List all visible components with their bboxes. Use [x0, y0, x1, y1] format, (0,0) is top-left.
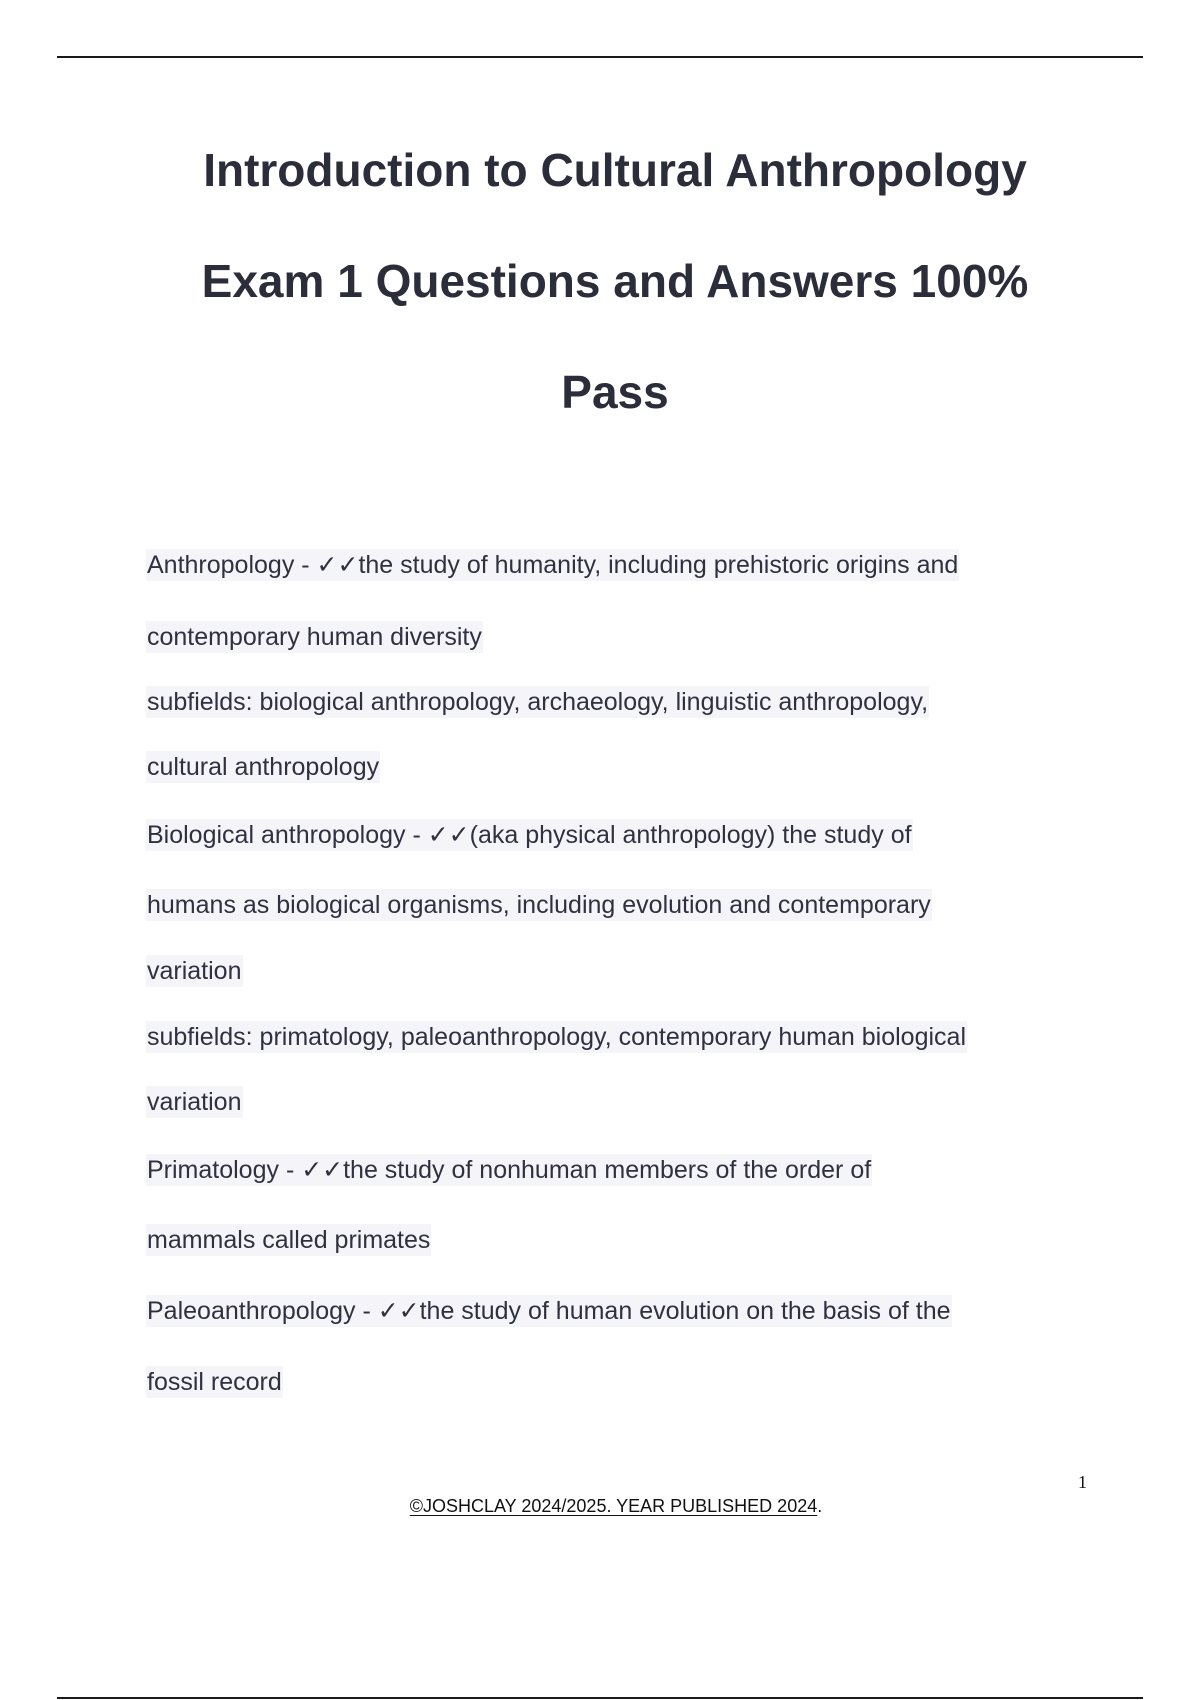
body-line: Biological anthropology - ✓✓(aka physical anthropology) the study of — [147, 821, 912, 849]
body-line: Paleoanthropology - ✓✓the study of human evolution on the basis of the — [147, 1297, 951, 1325]
copyright-suffix: . — [817, 1496, 823, 1516]
title-line-2: Exam 1 Questions and Answers 100% — [201, 255, 1029, 307]
footer-rule — [57, 1697, 1143, 1699]
body-line: fossil record — [147, 1368, 282, 1396]
body-line: Anthropology - ✓✓the study of humanity, including prehistoric origins and — [147, 551, 959, 579]
title-line-3: Pass — [561, 366, 669, 418]
body-line: subfields: primatology, paleoanthropology, contemporary human biological — [147, 1023, 966, 1051]
body-line: cultural anthropology — [147, 753, 380, 781]
body-line: variation — [147, 957, 242, 985]
body-line: contemporary human diversity — [147, 623, 482, 651]
page-number: 1 — [1078, 1472, 1087, 1492]
body-line: Primatology - ✓✓the study of nonhuman members of the order of — [147, 1156, 872, 1184]
copyright-text: ©JOSHCLAY 2024/2025. YEAR PUBLISHED 2024 — [409, 1496, 818, 1516]
body-line: subfields: biological anthropology, archaeology, linguistic anthropology, — [147, 688, 929, 716]
copyright-footer — [0, 1496, 1200, 1517]
title-line-1: Introduction to Cultural Anthropology — [203, 144, 1027, 196]
body-line: mammals called primates — [147, 1226, 431, 1254]
body-line: humans as biological organisms, including evolution and contemporary — [147, 891, 931, 919]
body-line: variation — [147, 1088, 242, 1116]
